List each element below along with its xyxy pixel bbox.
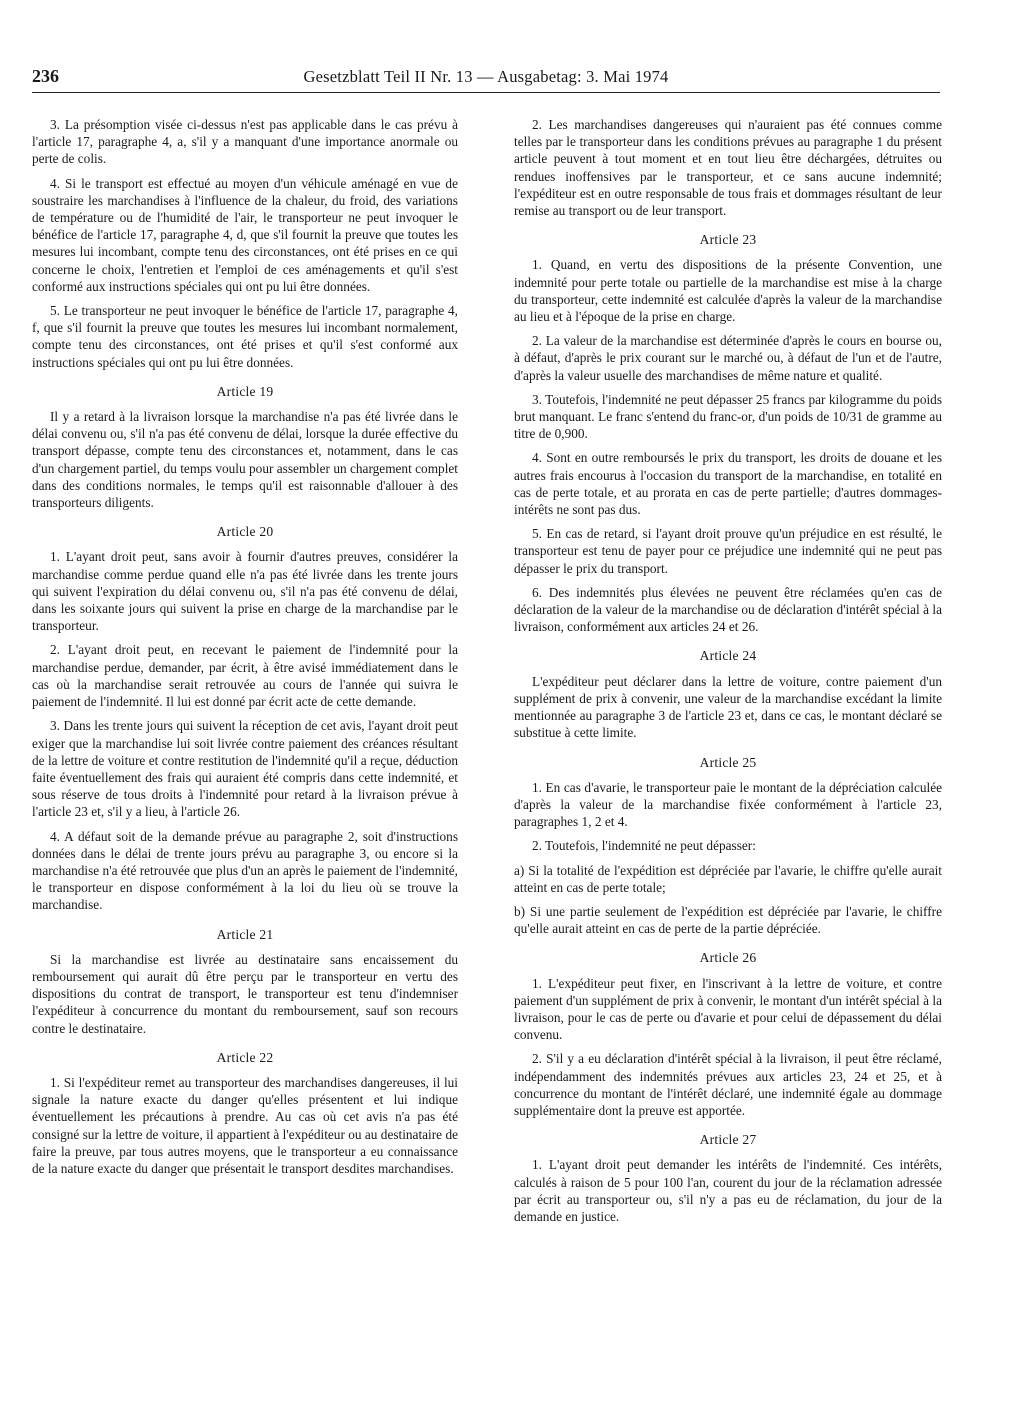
paragraph: 3. La présomption visée ci-dessus n'est pas applicable dans le cas prévu à l'article 17, paragraphe 4, a, s'il y a manquant d'une importance anormale ou perte de colis. — [32, 117, 458, 167]
right-column — [514, 116, 942, 1232]
header-title: Gesetzblatt Teil II Nr. 13 — Ausgabetag: 3. Mai 1974 — [303, 67, 669, 86]
paragraph: 1. Si l'expéditeur remet au transporteur des marchandises dangereuses, il lui signale la nature exacte du danger qu'elles présentent et lui indique éventuellement les précautions à prendre. Au cas où cet avis n'a pas été consigné sur la lettre de voiture, il appartient à l'expéditeur ou au destinataire de faire la preuve, par tous autres moyens, que le transporteur a eu connaissance de la nature exacte du danger que présentait le transport desdites marchandises. — [32, 1074, 458, 1176]
left-column — [32, 116, 458, 1184]
paragraph: Si la marchandise est livrée au destinataire sans encaissement du remboursement qui aurait dû être perçu par le transporteur en vertu des dispositions du contrat de transport, le transporteur est tenu d'indemniser l'expéditeur à concurrence du montant du remboursement, sauf son recours contre le destinataire. — [32, 951, 458, 1036]
article-heading: Article 20 — [216, 524, 274, 540]
paragraph: 4. Si le transport est effectué au moyen d'un véhicule aménagé en vue de soustraire les marchandises à l'influence de la chaleur, du froid, des variations de température ou de l'humidité de l'air, le transporteur ne peut invoquer le bénéfice de l'article 17, paragraphe 4, d, que s'il fournit la preuve que toutes les mesures lui incombant, compte tenu des circonstances, ont été prises en ce qui concerne le choix, l'entretien et l'emploi de ces aménagements et qu'il s'est conformé aux instructions spéciales qui ont pu lui être données. — [32, 175, 458, 294]
paragraph: 2. S'il y a eu déclaration d'intérêt spécial à la livraison, il peut être réclamé, indépendamment des indemnités prévues aux articles 23, 24 et 25, et à concurrence du montant de l'intérêt déclaré, une indemnité égale au dommage supplémentaire dont la preuve est apportée. — [514, 1051, 942, 1118]
paragraph: 2. Toutefois, l'indemnité ne peut dépasser: — [532, 838, 756, 854]
paragraph: 3. Dans les trente jours qui suivent la réception de cet avis, l'ayant droit peut exiger que la marchandise lui soit livrée contre paiement des créances résultant de la lettre de voiture et contre restitution de l'indemnité qu'il a reçue, déduction faite éventuellement des frais qui auraient été compris dans cette indemnité, et sous réserve de tous droits à l'indemnité pour retard à la livraison prévue à l'article 23 et, s'il y a lieu, à l'article 26. — [32, 718, 458, 820]
article-heading: Article 25 — [699, 754, 757, 770]
paragraph: 1. En cas d'avarie, le transporteur paie le montant de la dépréciation calculée d'après la valeur de la marchandise fixée conformément à l'article 23, paragraphes 1, 2 et 4. — [514, 779, 942, 830]
article-heading: Article 26 — [699, 950, 757, 966]
article-heading: Article 24 — [699, 648, 757, 664]
paragraph: 1. L'ayant droit peut, sans avoir à fournir d'autres preuves, considérer la marchandise comme perdue quand elle n'a pas été livrée dans les trente jours qui suivent l'expiration du délai convenu ou, s'il n'a pas été convenu de délai, dans les soixante jours qui suivent la prise en charge de la marchandise par le transporteur. — [32, 549, 458, 634]
article-heading: Article 23 — [699, 232, 757, 248]
list-item: a) Si la totalité de l'expédition est dépréciée par l'avarie, le chiffre qu'elle aurait atteint en cas de perte totale; — [514, 862, 942, 895]
paragraph: 2. Les marchandises dangereuses qui n'auraient pas été connues comme telles par le transporteur dans les conditions prévues au paragraphe 1 du présent article peuvent à tout moment et en tout lieu être déchargées, détruites ou rendues inoffensives par le transporteur, et ce sans aucune indemnité; l'expéditeur est en outre responsable de tous frais et dommages résultant de leur remise au transport ou de leur transport. — [514, 117, 942, 219]
paragraph: 3. Toutefois, l'indemnité ne peut dépasser 25 francs par kilogramme du poids brut manquant. Le franc s'entend du franc-or, d'un poids de 10/31 de gramme au titre de 0,900. — [514, 391, 942, 442]
paragraph: 2. L'ayant droit peut, en recevant le paiement de l'indemnité pour la marchandise perdue, demander, par écrit, à être avisé immédiatement dans le cas où la marchandise serait retrouvée au cours de l'année qui suivra le paiement de l'indemnité. Il lui est donné par écrit acte de cette demande. — [32, 642, 458, 710]
paragraph: 5. En cas de retard, si l'ayant droit prouve qu'un préjudice en est résulté, le transporteur est tenu de payer pour ce préjudice une indemnité qui ne peut pas dépasser le prix du transport. — [514, 526, 942, 576]
paragraph: 2. La valeur de la marchandise est déterminée d'après le cours en bourse ou, à défaut, d'après le prix courant sur le marché ou, à défaut de l'un et de l'autre, d'après la valeur usuelle des marchandises de même nature et qualité. — [514, 333, 942, 383]
article-heading: Article 22 — [216, 1049, 274, 1065]
paragraph: 6. Des indemnités plus élevées ne peuvent être réclamées qu'en cas de déclaration de la valeur de la marchandise ou de déclaration d'intérêt spécial à la livraison, conformément aux articles 24 et 26. — [514, 584, 942, 635]
page-number: 236 — [32, 66, 59, 86]
list-item: b) Si une partie seulement de l'expédition est dépréciée par l'avarie, le chiffre qu'elle aurait atteint en cas de perte de la partie dépréciée. — [514, 903, 942, 937]
paragraph: 1. L'expéditeur peut fixer, en l'inscrivant à la lettre de voiture, et contre paiement d'un supplément de prix à convenir, le montant d'un intérêt spécial à la livraison, pour le cas de perte ou d'avarie et pour celui de dépassement du délai convenu. — [514, 975, 942, 1043]
paragraph: 4. Sont en outre remboursés le prix du transport, les droits de douane et les autres frais encourus à l'occasion du transport de la marchandise, en totalité en cas de perte totale, et au prorata en cas de perte partielle; d'autres dommages-intérêts ne sont pas dus. — [514, 450, 942, 518]
article-heading: Article 19 — [216, 383, 274, 399]
page-header — [32, 58, 940, 93]
paragraph: 1. L'ayant droit peut demander les intérêts de l'indemnité. Ces intérêts, calculés à raison de 5 pour 100 l'an, courent du jour de la réclamation adressée par écrit au transporteur ou, s'il n'y a pas eu de réclamation, du jour de la demande en justice. — [514, 1157, 942, 1224]
paragraph: L'expéditeur peut déclarer dans la lettre de voiture, contre paiement d'un supplément de prix à convenir, une valeur de la marchandise excédant la limite mentionnée au paragraphe 3 de l'article 23 et, dans ce cas, le montant déclaré se substitue à cette limite. — [514, 673, 942, 741]
paragraph: 4. A défaut soit de la demande prévue au paragraphe 2, soit d'instructions données dans le délai de trente jours prévu au paragraphe 3, ou encore si la marchandise n'a été retrouvée que plus d'un an après le paiement de l'indemnité, le transporteur en dispose conformément à la loi du lieu où se trouve la marchandise. — [32, 828, 458, 913]
article-heading: Article 27 — [699, 1132, 757, 1148]
article-heading: Article 21 — [216, 926, 274, 942]
paragraph: 1. Quand, en vertu des dispositions de la présente Convention, une indemnité pour perte totale ou partielle de la marchandise est mise à la charge du transporteur, cette indemnité est calculée d'après la valeur de la marchandise au lieu et à l'époque de la prise en charge. — [514, 257, 942, 325]
paragraph: Il y a retard à la livraison lorsque la marchandise n'a pas été livrée dans le délai convenu ou, s'il n'a pas été convenu de délai, lorsque la durée effective du transport dépasse, compte tenu des circonstances et, notamment, dans le cas d'un chargement partiel, du temps voulu pour assembler un chargement complet dans des conditions normales, le temps qu'il est raisonnable d'allouer à des transporteurs diligents. — [32, 409, 458, 511]
paragraph: 5. Le transporteur ne peut invoquer le bénéfice de l'article 17, paragraphe 4, f, que s'il fournit la preuve que toutes les mesures lui incombant normalement, compte tenu des circonstances, ont été prises et qu'il s'est conformé aux instructions spéciales qui ont pu lui être données. — [32, 303, 458, 370]
